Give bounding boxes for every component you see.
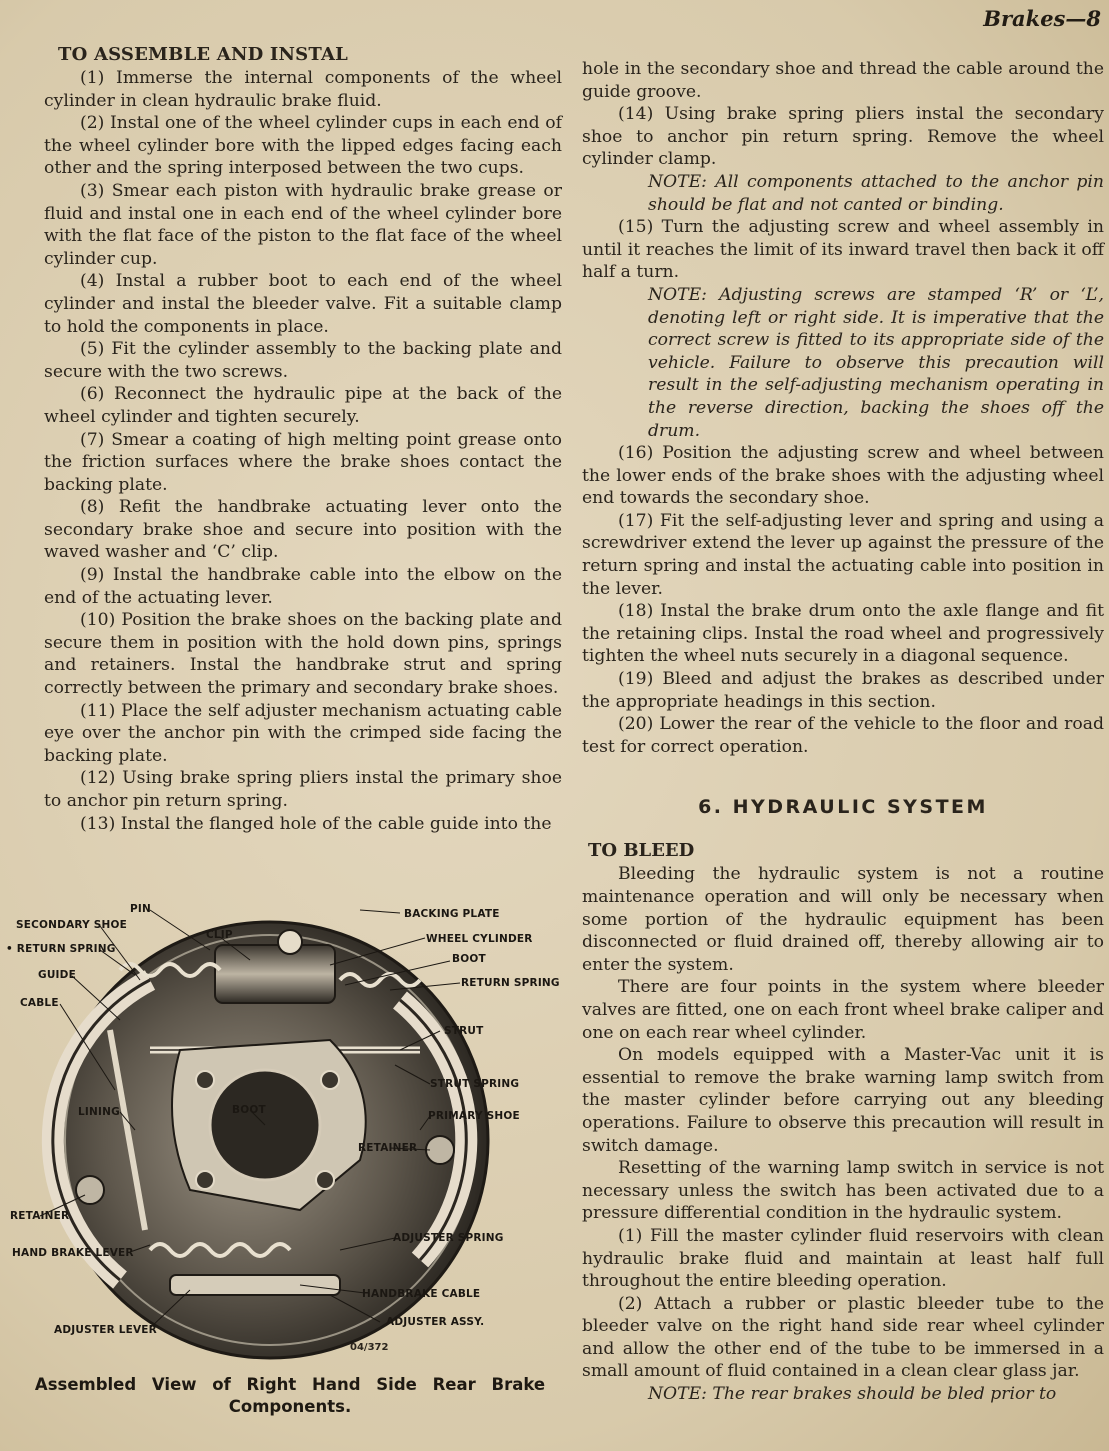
- label-clip: CLIP: [206, 929, 233, 941]
- label-return-spring-right: RETURN SPRING: [461, 977, 560, 989]
- right-column: [582, 58, 1104, 1406]
- note-paragraph: NOTE: All components attached to the anchor pin should be flat and not canted or binding.: [648, 171, 1104, 215]
- step-paragraph: (4) Instal a rubber boot to each end of the wheel cylinder and instal the bleeder valve. Fit a suitable clamp to hold the components in place.: [44, 271, 562, 337]
- step-paragraph: (19) Bleed and adjust the brakes as described under the appropriate headings in this section.: [582, 669, 1104, 712]
- step-paragraph: (6) Reconnect the hydraulic pipe at the back of the wheel cylinder and tighten securely.: [44, 384, 562, 427]
- label-guide: GUIDE: [38, 969, 76, 981]
- bleed-paragraph: (1) Fill the master cylinder fluid reservoirs with clean hydraulic brake fluid and maintain at least half full throughout the entire bleeding operation.: [582, 1225, 1104, 1292]
- label-wheel-cylinder: WHEEL CYLINDER: [426, 933, 533, 945]
- step-paragraph: (12) Using brake spring pliers instal the primary shoe to anchor pin return spring.: [44, 768, 562, 811]
- label-strut: STRUT: [444, 1025, 484, 1037]
- note-paragraph: NOTE: Adjusting screws are stamped ‘R’ or ‘L’, denoting left or right side. It is imperative that the correct screw is fitted to its appropriate side of the vehicle. Failure to observe this precaution will result in the self-adjusting mechanism operating in the reverse direction, backing the shoes off the drum.: [648, 284, 1104, 441]
- label-return-spring-left: • RETURN SPRING: [6, 943, 116, 955]
- label-boot-top: BOOT: [452, 953, 486, 965]
- label-hand-brake-lever: HAND BRAKE LEVER: [12, 1247, 134, 1259]
- step-paragraph: (11) Place the self adjuster mechanism actuating cable eye over the anchor pin with the crimped side facing the backing plate.: [44, 700, 562, 766]
- step-paragraph: (16) Position the adjusting screw and wheel between the lower ends of the brake shoes with the adjusting wheel end towards the secondary shoe.: [582, 443, 1104, 509]
- label-adjuster-lever: ADJUSTER LEVER: [54, 1324, 157, 1336]
- left-column: [44, 44, 562, 835]
- label-secondary-shoe: SECONDARY SHOE: [16, 919, 128, 931]
- step-paragraph: (14) Using brake spring pliers instal the secondary shoe to anchor pin return spring. Remove the wheel cylinder clamp.: [582, 104, 1104, 170]
- figure-number: 04/372: [350, 1342, 389, 1353]
- step-paragraph: (15) Turn the adjusting screw and wheel assembly in until it reaches the limit of its inward travel then back it off half a turn.: [582, 217, 1104, 283]
- label-return-spring-left-text: RETURN SPRING: [16, 943, 116, 955]
- label-strut-spring: STRUT SPRING: [430, 1078, 520, 1090]
- bleed-paragraph: Bleeding the hydraulic system is not a routine maintenance operation and will only be necessary when some portion of the hydraulic equipment has been disconnected or fluid drained off, thereby allowing air to enter the system.: [582, 864, 1104, 975]
- step-paragraph: (1) Immerse the internal components of the wheel cylinder in clean hydraulic brake fluid.: [44, 68, 562, 111]
- label-primary-shoe: PRIMARY SHOE: [428, 1110, 520, 1122]
- bleed-paragraph: There are four points in the system where bleeder valves are fitted, one on each front wheel brake caliper and one on each rear wheel cylinder.: [582, 977, 1104, 1043]
- label-pin: PIN: [130, 903, 151, 915]
- figure-caption: Assembled View of Right Hand Side Rear Brake Components.: [34, 1375, 546, 1416]
- brake-diagram: [0, 890, 580, 1370]
- label-retainer-center: RETAINER: [358, 1142, 418, 1154]
- running-title: Brakes—8: [983, 6, 1101, 31]
- bleed-heading: TO BLEED: [588, 840, 695, 862]
- continued-paragraph: hole in the secondary shoe and thread the cable around the guide groove.: [582, 59, 1104, 102]
- label-handbrake-cable: HANDBRAKE CABLE: [362, 1288, 481, 1300]
- bleed-paragraph: On models equipped with a Master-Vac unit it is essential to remove the brake warning lamp switch from the master cylinder before carrying out any bleeding operations. Failure to observe this precaution will result in switch damage.: [582, 1045, 1104, 1156]
- step-paragraph: (18) Instal the brake drum onto the axle flange and fit the retaining clips. Instal the road wheel and progressively tighten the wheel nuts securely in a diagonal sequence.: [582, 601, 1104, 667]
- step-paragraph: (5) Fit the cylinder assembly to the backing plate and secure with the two screws.: [44, 339, 562, 382]
- step-paragraph: (17) Fit the self-adjusting lever and spring and using a screwdriver extend the lever up against the pressure of the return spring and instal the actuating cable into position in the lever.: [582, 510, 1104, 599]
- assemble-heading: TO ASSEMBLE AND INSTAL: [58, 44, 349, 65]
- label-cable: CABLE: [20, 997, 59, 1009]
- step-paragraph: (2) Instal one of the wheel cylinder cups in each end of the wheel cylinder bore with the lipped edges facing each other and the spring interposed between the two cups.: [44, 113, 562, 179]
- step-paragraph: (3) Smear each piston with hydraulic brake grease or fluid and instal one in each end of the wheel cylinder bore with the flat face of the piston to the flat face of the wheel cylinder cup.: [44, 180, 562, 269]
- label-retainer-left: RETAINER: [10, 1210, 70, 1222]
- step-paragraph: (20) Lower the rear of the vehicle to the floor and road test for correct operation.: [582, 714, 1104, 757]
- label-backing-plate: BACKING PLATE: [404, 908, 500, 920]
- bleed-paragraph: (2) Attach a rubber or plastic bleeder tube to the bleeder valve on the right hand side rear wheel cylinder and allow the other end of the tube to be immersed in a small amount of fluid contained in a clean clear glass jar.: [582, 1293, 1104, 1382]
- label-adjuster-spring: ADJUSTER SPRING: [393, 1232, 504, 1244]
- step-paragraph: (10) Position the brake shoes on the backing plate and secure them in position with the hold down pins, springs and retainers. Instal the handbrake strut and spring correctly between the primary and secondary brake shoes.: [44, 610, 562, 699]
- step-paragraph: (13) Instal the flanged hole of the cable guide into the: [80, 813, 552, 834]
- label-lining: LINING: [78, 1106, 120, 1118]
- step-paragraph: (7) Smear a coating of high melting point grease onto the friction surfaces where the brake shoes contact the backing plate.: [44, 429, 562, 495]
- step-paragraph: (8) Refit the handbrake actuating lever onto the secondary brake shoe and secure into position with the waved washer and ‘C’ clip.: [44, 497, 562, 563]
- section-title: 6. HYDRAULIC SYSTEM: [698, 796, 988, 819]
- brake-illustration: [0, 890, 580, 1370]
- label-adjuster-assy: ADJUSTER ASSY.: [386, 1316, 485, 1328]
- bleed-paragraph: Resetting of the warning lamp switch in service is not necessary unless the switch has been activated due to a pressure differential condition in the hydraulic system.: [582, 1158, 1104, 1224]
- note-paragraph: NOTE: The rear brakes should be bled prior to: [648, 1384, 1057, 1405]
- label-boot-center: BOOT: [232, 1104, 266, 1116]
- step-paragraph: (9) Instal the handbrake cable into the elbow on the end of the actuating lever.: [44, 565, 562, 608]
